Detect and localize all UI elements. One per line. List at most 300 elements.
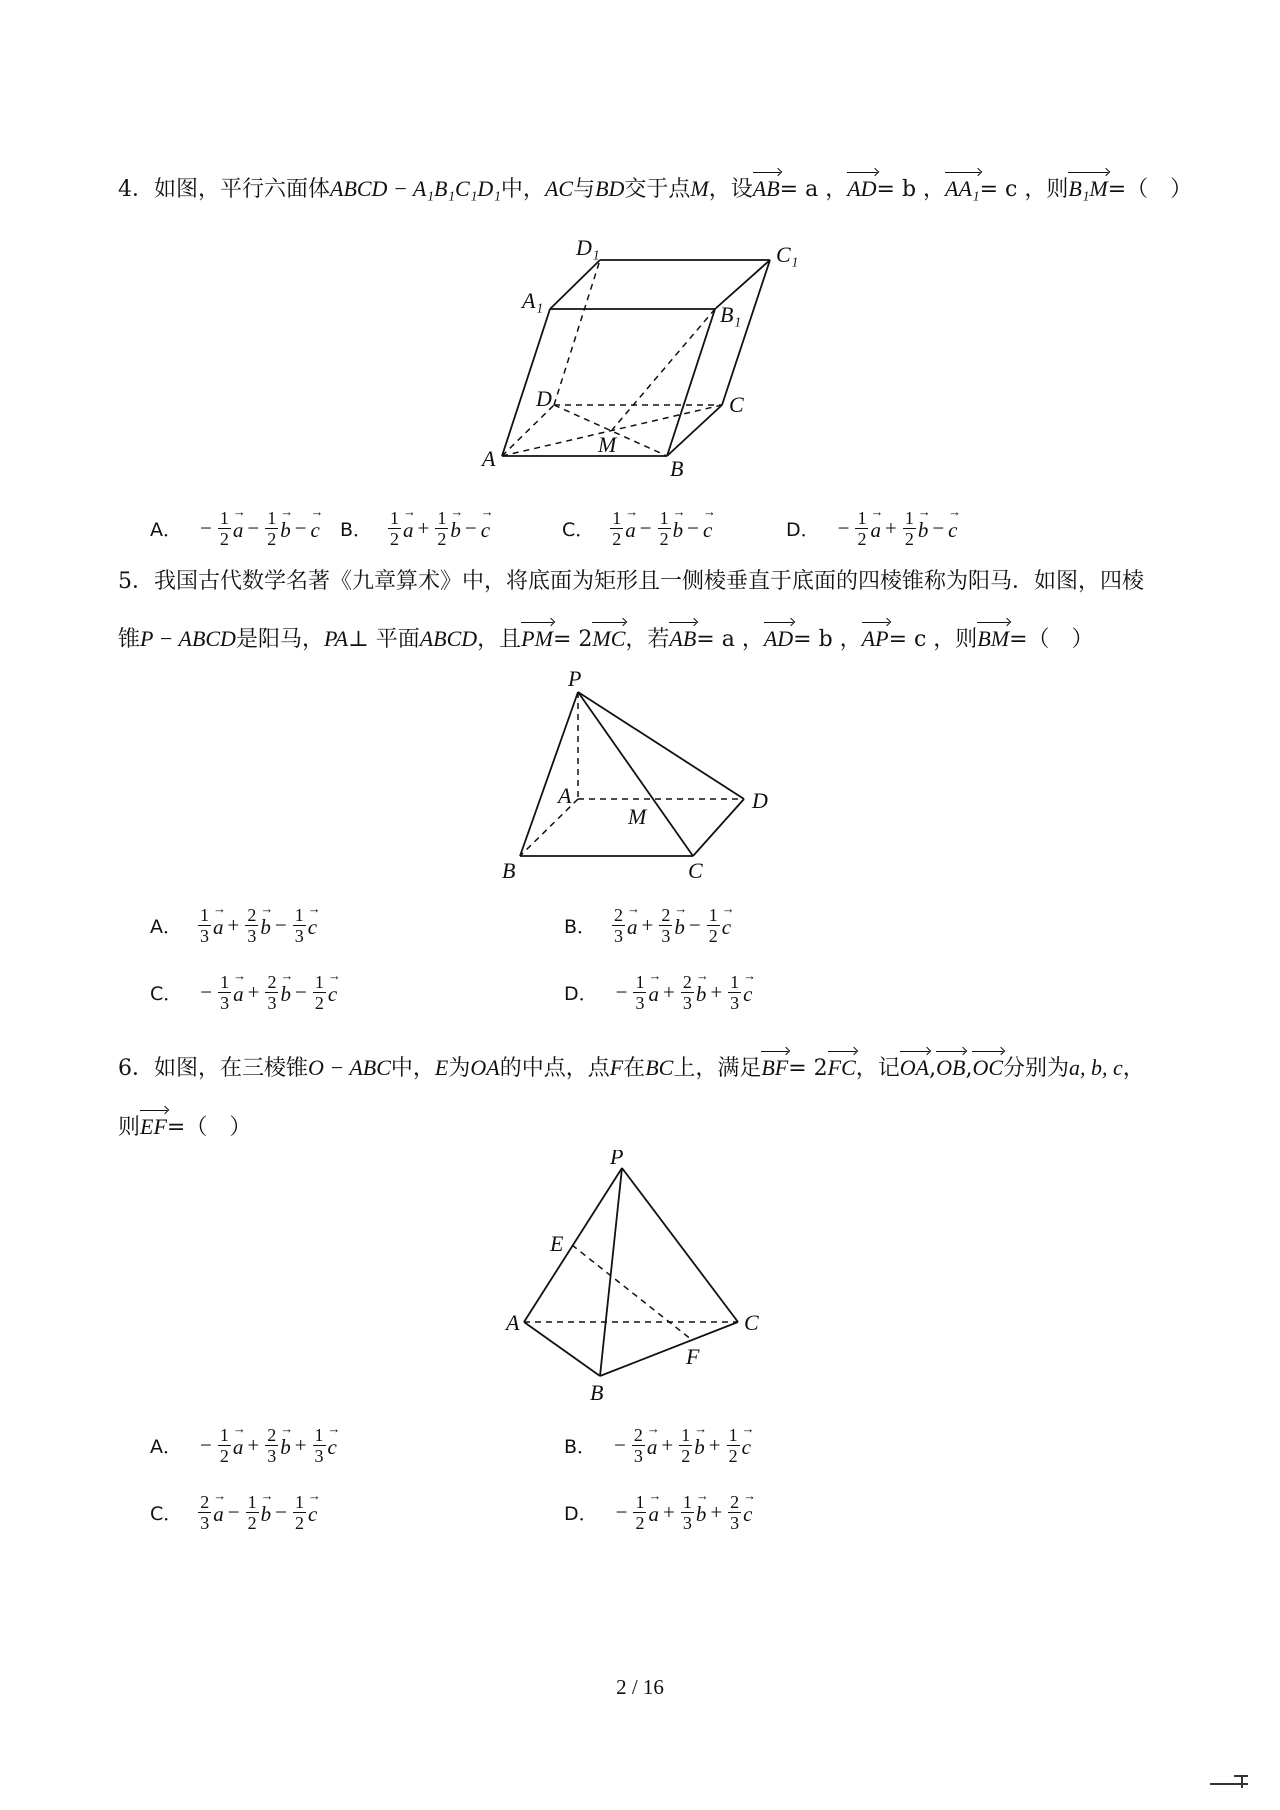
vector-c: → c bbox=[328, 978, 337, 1007]
fraction bbox=[728, 1492, 741, 1533]
vector-a: → a bbox=[233, 514, 244, 543]
label-f: F bbox=[686, 1344, 700, 1369]
term-sign: − bbox=[200, 1433, 212, 1457]
fraction-denominator: 2 bbox=[857, 529, 867, 549]
fraction bbox=[313, 972, 326, 1013]
fraction bbox=[658, 508, 671, 549]
option-term bbox=[243, 508, 290, 549]
option-term bbox=[706, 1492, 752, 1533]
vector-b: → b bbox=[696, 978, 707, 1007]
option-term bbox=[291, 1425, 337, 1466]
q6-e: E bbox=[434, 1055, 449, 1080]
label-b: B bbox=[670, 456, 684, 480]
fraction-denominator: 3 bbox=[267, 1446, 277, 1466]
option-label: B． bbox=[340, 519, 373, 541]
fraction-denominator: 2 bbox=[294, 1513, 304, 1533]
fraction-denominator: 3 bbox=[200, 926, 209, 946]
term-sign: + bbox=[227, 913, 240, 937]
fraction-denominator: 2 bbox=[390, 529, 400, 549]
vector-a: → a bbox=[233, 1431, 244, 1460]
fraction-numerator: 1 bbox=[314, 1425, 324, 1445]
q6-text: 则 bbox=[118, 1115, 141, 1140]
q4-ac: AC bbox=[544, 176, 574, 201]
fraction-numerator: 1 bbox=[904, 508, 914, 528]
fraction-denominator: 2 bbox=[219, 1446, 229, 1466]
q6-text: 中， bbox=[390, 1056, 435, 1081]
vector-a: → a bbox=[213, 1498, 224, 1527]
fraction bbox=[659, 905, 672, 946]
q6-text: ， bbox=[1122, 1056, 1145, 1081]
q6-text: 分别为 bbox=[1003, 1056, 1070, 1081]
option-term bbox=[196, 508, 243, 549]
option-c[interactable] bbox=[150, 972, 337, 1013]
vector-b: → b bbox=[694, 1431, 705, 1460]
option-term bbox=[271, 905, 317, 946]
q6-abc: a, b, c bbox=[1069, 1055, 1123, 1080]
term-sign: + bbox=[662, 1500, 675, 1524]
fraction-numerator: 1 bbox=[635, 1492, 645, 1512]
option-term bbox=[610, 1425, 657, 1466]
option-term bbox=[610, 905, 638, 946]
q6-text: 6．如图，在三棱锥 bbox=[118, 1056, 308, 1081]
q6-f: F bbox=[609, 1055, 624, 1080]
label-a: A bbox=[506, 1310, 520, 1335]
q4-text: 与 bbox=[573, 177, 596, 202]
label-d: D bbox=[752, 788, 768, 813]
vector-b: → b bbox=[280, 514, 291, 543]
vector-a: → a bbox=[870, 514, 881, 543]
term-sign: − bbox=[294, 516, 307, 540]
option-a[interactable] bbox=[150, 508, 320, 549]
option-term bbox=[612, 972, 659, 1013]
fraction bbox=[612, 905, 625, 946]
q5-text: = 2 bbox=[552, 627, 593, 652]
label-d: D bbox=[536, 386, 552, 411]
fraction-numerator: 2 bbox=[730, 1492, 740, 1512]
q5-abcd: ABCD bbox=[419, 626, 478, 651]
fraction-denominator: 3 bbox=[294, 926, 304, 946]
q5-text: = c ，则 bbox=[888, 627, 978, 652]
corner-mark-icon bbox=[1208, 1770, 1250, 1790]
vector-c: → c bbox=[328, 1431, 337, 1460]
vector-ad: AD bbox=[764, 618, 793, 654]
vector-b: → b bbox=[450, 514, 461, 543]
option-label: D． bbox=[564, 983, 598, 1005]
option-d[interactable] bbox=[564, 1492, 753, 1533]
vector-a: → a bbox=[627, 911, 638, 940]
vector-ab: AB bbox=[753, 168, 780, 204]
label-p: P bbox=[568, 666, 582, 691]
fraction-numerator: 1 bbox=[708, 905, 718, 925]
fraction bbox=[610, 508, 623, 549]
fraction bbox=[633, 972, 646, 1013]
fraction-denominator: 3 bbox=[730, 1513, 740, 1533]
label-c: C bbox=[744, 1310, 759, 1335]
option-term bbox=[196, 972, 243, 1013]
option-term bbox=[224, 1492, 271, 1533]
vector-b: → b bbox=[673, 514, 684, 543]
fraction-denominator: 3 bbox=[614, 926, 624, 946]
fraction bbox=[265, 972, 278, 1013]
fraction bbox=[265, 1425, 278, 1466]
fraction-denominator: 3 bbox=[633, 1446, 643, 1466]
label-a: A bbox=[482, 446, 496, 471]
q6-text: 的中点，点 bbox=[499, 1056, 610, 1081]
vector-a: → a bbox=[625, 514, 636, 543]
fraction-denominator: 2 bbox=[635, 1513, 645, 1533]
option-term bbox=[657, 1425, 704, 1466]
term-sign: − bbox=[464, 516, 477, 540]
q5-figure-pyramid bbox=[490, 664, 790, 894]
fraction bbox=[265, 508, 278, 549]
fraction-numerator: 2 bbox=[267, 1425, 277, 1445]
fraction-denominator: 3 bbox=[661, 926, 671, 946]
q6-text: 在 bbox=[623, 1056, 646, 1081]
vector-c: → c bbox=[481, 514, 490, 543]
option-term bbox=[243, 1425, 290, 1466]
fraction-numerator: 2 bbox=[247, 905, 257, 925]
vector-a: → a bbox=[648, 978, 659, 1007]
q6-text: ，记 bbox=[855, 1056, 900, 1081]
fraction-numerator: 2 bbox=[682, 972, 692, 992]
fraction-denominator: 3 bbox=[267, 993, 277, 1013]
q4-bd: BD bbox=[595, 176, 625, 201]
option-label: D． bbox=[786, 519, 820, 541]
option-c[interactable] bbox=[150, 1492, 317, 1533]
fraction-numerator: 1 bbox=[730, 972, 740, 992]
q4-figure-parallelepiped bbox=[470, 230, 810, 480]
fraction bbox=[435, 508, 448, 549]
fraction bbox=[681, 972, 694, 1013]
term-sign: − bbox=[275, 1500, 287, 1524]
fraction-numerator: 1 bbox=[219, 1425, 229, 1445]
fraction bbox=[293, 1492, 306, 1533]
option-term bbox=[196, 905, 224, 946]
label-c: C bbox=[729, 392, 744, 417]
term-sign: − bbox=[687, 516, 699, 540]
fraction bbox=[728, 972, 741, 1013]
fraction bbox=[218, 972, 231, 1013]
option-term bbox=[196, 1492, 224, 1533]
term-sign: + bbox=[710, 980, 723, 1004]
vector-ob: OB bbox=[936, 1047, 965, 1083]
fraction bbox=[903, 508, 916, 549]
term-sign: − bbox=[247, 516, 260, 540]
fraction-denominator: 2 bbox=[267, 529, 277, 549]
fraction-denominator: 2 bbox=[219, 529, 229, 549]
fraction-denominator: 2 bbox=[612, 529, 622, 549]
q4-stem bbox=[118, 168, 1192, 205]
vector-c: → c bbox=[311, 514, 320, 543]
vector-b: → b bbox=[696, 1498, 707, 1527]
vector-ap: AP bbox=[862, 618, 889, 654]
vector-c: → c bbox=[308, 911, 317, 940]
q4-text: ，设 bbox=[708, 177, 753, 202]
option-b[interactable] bbox=[340, 508, 490, 549]
q6-text: =（ ） bbox=[166, 1115, 252, 1140]
q6-text: = 2 bbox=[788, 1056, 828, 1081]
option-label: C． bbox=[562, 519, 595, 541]
fraction bbox=[198, 905, 211, 946]
fraction-denominator: 3 bbox=[247, 926, 257, 946]
option-label: B． bbox=[564, 1436, 597, 1458]
term-sign: + bbox=[247, 980, 260, 1004]
vector-c: → c bbox=[948, 514, 957, 543]
option-term bbox=[659, 1492, 706, 1533]
q5-text: = a ， bbox=[696, 627, 764, 652]
fraction-denominator: 3 bbox=[220, 993, 230, 1013]
fraction-numerator: 1 bbox=[220, 972, 230, 992]
fraction-numerator: 1 bbox=[200, 905, 209, 925]
term-sign: − bbox=[227, 1500, 240, 1524]
fraction bbox=[246, 1492, 259, 1533]
term-sign: − bbox=[615, 1500, 628, 1524]
vector-pm: PM bbox=[521, 618, 553, 654]
option-term bbox=[928, 514, 957, 543]
fraction bbox=[707, 905, 720, 946]
vector-c: → c bbox=[743, 978, 752, 1007]
q4-m: M bbox=[690, 176, 709, 201]
option-term bbox=[706, 972, 752, 1013]
vector-b: → b bbox=[280, 1431, 291, 1460]
page-number: 2 / 16 bbox=[616, 1675, 664, 1699]
term-sign: + bbox=[710, 1500, 723, 1524]
q5-text: =（ ） bbox=[1009, 627, 1094, 652]
option-term bbox=[612, 1492, 659, 1533]
q6-stem-line2 bbox=[118, 1106, 251, 1143]
option-term bbox=[638, 905, 685, 946]
term-sign: + bbox=[708, 1433, 721, 1457]
label-e: E bbox=[550, 1231, 564, 1256]
vector-c: → c bbox=[742, 1431, 751, 1460]
option-c[interactable] bbox=[562, 508, 712, 549]
label-a1: A₁ bbox=[522, 288, 544, 313]
fraction bbox=[388, 508, 401, 549]
vector-b: → b bbox=[260, 911, 271, 940]
fraction-numerator: 1 bbox=[728, 1425, 738, 1445]
fraction-denominator: 2 bbox=[659, 529, 669, 549]
option-term bbox=[685, 905, 731, 946]
q5-solid: P − ABCD bbox=[140, 626, 236, 651]
q5-text: 是阳马， bbox=[235, 627, 324, 652]
option-term bbox=[414, 508, 461, 549]
term-sign: − bbox=[932, 516, 945, 540]
vector-b: → b bbox=[280, 978, 291, 1007]
fraction bbox=[727, 1425, 740, 1466]
fraction-numerator: 1 bbox=[681, 1425, 691, 1445]
fraction bbox=[632, 1425, 645, 1466]
option-d[interactable] bbox=[564, 972, 753, 1013]
q6-oa: OA bbox=[470, 1055, 500, 1080]
option-label: D． bbox=[564, 1503, 598, 1525]
option-label: B． bbox=[564, 916, 597, 938]
label-m: M bbox=[598, 432, 617, 457]
q4-text: 4．如图，平行六面体 bbox=[118, 177, 330, 202]
option-label: A． bbox=[150, 1436, 182, 1458]
fraction-denominator: 3 bbox=[730, 993, 740, 1013]
vector-oa: OA bbox=[900, 1047, 929, 1083]
label-d1: D₁ bbox=[576, 235, 600, 260]
vector-c: → c bbox=[743, 1498, 752, 1527]
fraction-numerator: 2 bbox=[200, 1492, 210, 1512]
term-sign: − bbox=[639, 516, 652, 540]
q5-stem-line1 bbox=[118, 567, 1144, 597]
q4-text: = a ， bbox=[779, 177, 848, 202]
q5-text: ⊥ 平面 bbox=[348, 627, 420, 652]
fraction-numerator: 1 bbox=[314, 972, 324, 992]
vector-a: → a bbox=[648, 1498, 659, 1527]
vector-c: → c bbox=[722, 911, 731, 940]
fraction bbox=[293, 905, 306, 946]
option-term bbox=[705, 1425, 751, 1466]
fraction-numerator: 1 bbox=[857, 508, 867, 528]
vector-b: → b bbox=[918, 514, 929, 543]
label-a: A bbox=[558, 783, 572, 808]
option-d[interactable] bbox=[786, 508, 958, 549]
vector-bf: BF bbox=[761, 1047, 788, 1083]
fraction-numerator: 1 bbox=[247, 1492, 257, 1512]
option-a[interactable] bbox=[150, 905, 317, 946]
fraction bbox=[245, 905, 258, 946]
fraction-numerator: 1 bbox=[437, 508, 447, 528]
term-sign: + bbox=[641, 913, 654, 937]
vector-fc: FC bbox=[828, 1047, 856, 1083]
vector-ef: EF bbox=[140, 1106, 167, 1142]
vector-b1m: B₁M bbox=[1068, 168, 1107, 204]
label-c1: C₁ bbox=[776, 242, 799, 267]
term-sign: − bbox=[688, 913, 701, 937]
fraction-numerator: 1 bbox=[612, 508, 622, 528]
q6-solid: O − ABC bbox=[308, 1055, 391, 1080]
fraction bbox=[218, 508, 231, 549]
fraction-denominator: 3 bbox=[635, 993, 645, 1013]
fraction-numerator: 2 bbox=[633, 1425, 643, 1445]
option-label: A． bbox=[150, 519, 182, 541]
option-label: C． bbox=[150, 1503, 183, 1525]
term-sign: − bbox=[200, 516, 212, 540]
q4-text: = c ，则 bbox=[979, 177, 1069, 202]
q5-text: ，且 bbox=[477, 627, 522, 652]
q5-text: 锥 bbox=[118, 627, 141, 652]
label-b: B bbox=[502, 858, 516, 883]
fraction-numerator: 1 bbox=[659, 508, 669, 528]
option-term bbox=[291, 514, 320, 543]
vector-a: → a bbox=[403, 514, 414, 543]
q5-text: ，若 bbox=[625, 627, 670, 652]
term-sign: − bbox=[615, 980, 628, 1004]
fraction-denominator: 3 bbox=[314, 1446, 324, 1466]
q6-text: 为 bbox=[448, 1056, 471, 1081]
vector-a: → a bbox=[233, 978, 244, 1007]
label-p: P bbox=[610, 1150, 624, 1169]
option-term bbox=[683, 514, 712, 543]
fraction-denominator: 2 bbox=[314, 993, 324, 1013]
vector-b: → b bbox=[674, 911, 685, 940]
vector-bm: BM bbox=[977, 618, 1009, 654]
fraction-denominator: 2 bbox=[728, 1446, 738, 1466]
fraction-numerator: 2 bbox=[614, 905, 624, 925]
fraction-numerator: 1 bbox=[294, 905, 304, 925]
label-b1: B₁ bbox=[720, 302, 742, 327]
vector-a: → a bbox=[647, 1431, 658, 1460]
fraction bbox=[313, 1425, 326, 1466]
fraction bbox=[679, 1425, 692, 1466]
q6-figure-tetrahedron bbox=[500, 1150, 790, 1405]
vector-oc: OC bbox=[972, 1047, 1003, 1083]
q6-stem-line1: 6．如图，在三棱锥O − ABC中，E为OA的中点，点F在BC上，满足BF= 2FC，记OA,OB,OC分别为a, b, c， bbox=[118, 1047, 1145, 1084]
term-sign: − bbox=[274, 913, 287, 937]
option-label: A． bbox=[150, 916, 182, 938]
label-b: B bbox=[590, 1380, 604, 1405]
fraction bbox=[218, 1425, 231, 1466]
q6-bc: BC bbox=[645, 1055, 674, 1080]
q5-stem-line2 bbox=[118, 618, 1094, 655]
q6-text: 上，满足 bbox=[673, 1056, 762, 1081]
fraction-numerator: 1 bbox=[267, 508, 277, 528]
fraction-numerator: 1 bbox=[682, 1492, 692, 1512]
term-sign: + bbox=[417, 516, 430, 540]
term-sign: + bbox=[662, 980, 675, 1004]
term-sign: − bbox=[614, 1433, 626, 1457]
option-term bbox=[196, 1425, 243, 1466]
term-sign: − bbox=[294, 980, 307, 1004]
fraction-denominator: 2 bbox=[904, 529, 914, 549]
term-sign: + bbox=[661, 1433, 674, 1457]
q5-text: = b ， bbox=[793, 627, 862, 652]
option-term bbox=[224, 905, 271, 946]
fraction-numerator: 2 bbox=[267, 972, 277, 992]
vector-b: → b bbox=[261, 1498, 272, 1527]
label-c: C bbox=[688, 858, 703, 883]
fraction-denominator: 3 bbox=[682, 993, 692, 1013]
option-term bbox=[659, 972, 706, 1013]
option-b[interactable] bbox=[564, 1425, 751, 1466]
q5-text: 5．我国古代数学名著《九章算术》中，将底面为矩形且一侧棱垂直于底面的四棱锥称为阳马．如图，四棱 bbox=[118, 569, 1145, 594]
option-term bbox=[291, 972, 337, 1013]
fraction-numerator: 1 bbox=[294, 1492, 304, 1512]
option-term bbox=[461, 514, 490, 543]
option-term bbox=[608, 508, 636, 549]
q4-text: 交于点 bbox=[624, 177, 691, 202]
q4-text: = b ， bbox=[876, 177, 946, 202]
fraction-denominator: 2 bbox=[708, 926, 718, 946]
q4-text: =（ ） bbox=[1107, 177, 1193, 202]
fraction-denominator: 3 bbox=[200, 1513, 210, 1533]
vector-a: → a bbox=[213, 911, 224, 940]
option-term bbox=[386, 508, 414, 549]
fraction-numerator: 1 bbox=[390, 508, 400, 528]
fraction-denominator: 2 bbox=[437, 529, 447, 549]
option-b[interactable] bbox=[564, 905, 731, 946]
vector-mc: MC bbox=[592, 618, 625, 654]
vector-c: → c bbox=[703, 514, 712, 543]
fraction-denominator: 2 bbox=[247, 1513, 257, 1533]
term-sign: + bbox=[247, 1433, 260, 1457]
vector-aa1: AA₁ bbox=[945, 168, 980, 204]
fraction-numerator: 2 bbox=[661, 905, 671, 925]
fraction-numerator: 1 bbox=[635, 972, 645, 992]
fraction bbox=[855, 508, 868, 549]
term-sign: + bbox=[294, 1433, 307, 1457]
q4-solid: ABCD − A₁B₁C₁D₁ bbox=[330, 176, 501, 201]
vector-ad: AD bbox=[847, 168, 876, 204]
option-a[interactable] bbox=[150, 1425, 337, 1466]
fraction bbox=[633, 1492, 646, 1533]
option-term bbox=[244, 972, 291, 1013]
term-sign: + bbox=[884, 516, 897, 540]
option-term bbox=[834, 508, 881, 549]
label-m: M bbox=[628, 804, 647, 829]
